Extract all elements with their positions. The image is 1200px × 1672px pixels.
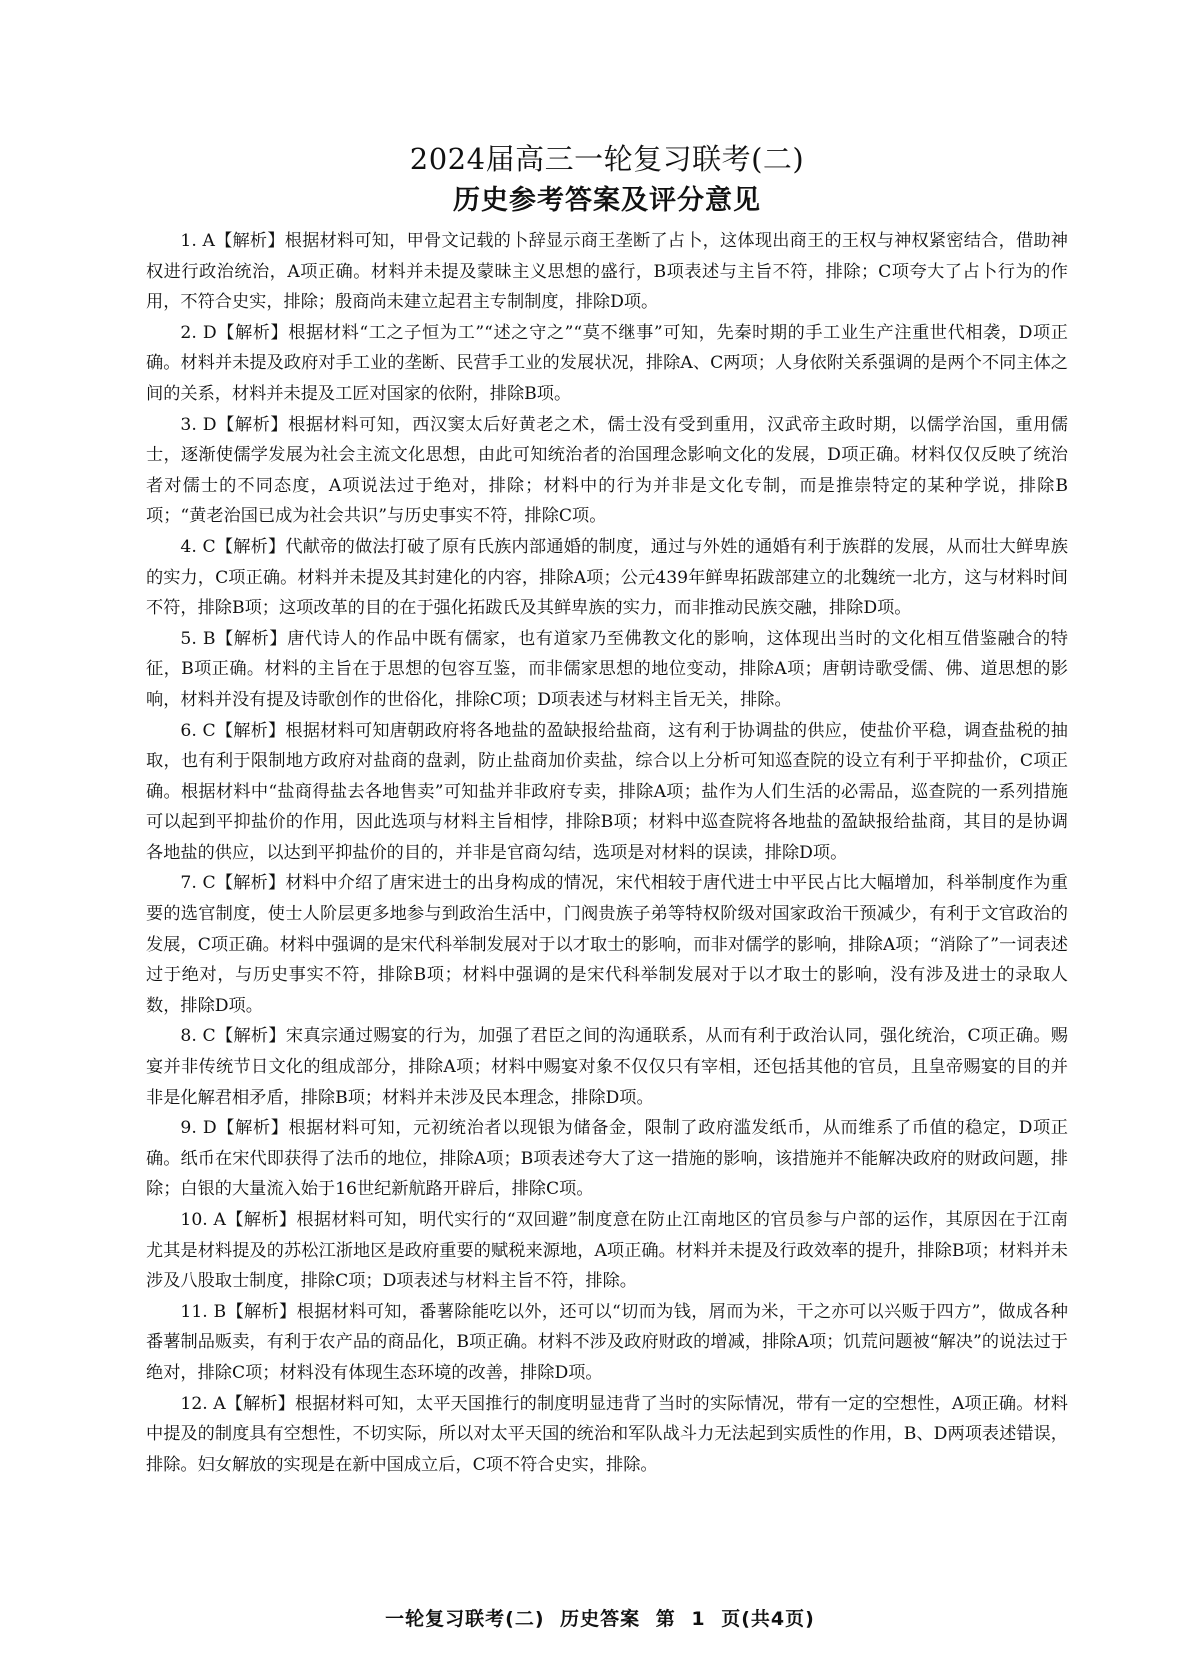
answer-5: 5. B【解析】唐代诗人的作品中既有儒家，也有道家乃至佛教文化的影响，这体现出当时的文化相互借鉴融合的特征，B项正确。材料的主旨在于思想的包容互鉴，而非儒家思想的地位变动，排除A项；唐朝诗歌受儒、佛、道思想的影响，材料并没有提及诗歌创作的世俗化，排除C项；D项表述与材料主旨无关，排除。 — [146, 628, 1068, 710]
page-footer: 一轮复习联考(二) 历史答案 第 1 页(共4页) — [385, 1608, 815, 1630]
answer-4: 4. C【解析】代献帝的做法打破了原有氏族内部通婚的制度，通过与外姓的通婚有利于族群的发展，从而壮大鲜卑族的实力，C项正确。材料并未提及其封建化的内容，排除A项；公元439年鲜卑拓跋部建立的北魏统一北方，这与材料时间不符，排除B项；这项改革的目的在于强化拓跋氏及其鲜卑族的实力，而非推动民族交融，排除D项。 — [146, 536, 1068, 619]
answer-3: 3. D【解析】根据材料可知，西汉窦太后好黄老之术，儒士没有受到重用，汉武帝主政时期，以儒学治国，重用儒士，逐渐使儒学发展为社会主流文化思想，由此可知统治者的治国理念影响文化的发展，D项正确。材料仅仅反映了统治者对儒士的不同态度，A项说法过于绝对，排除；材料中的行为并非是文化专制，而是推崇特定的某种学说，排除B项；“黄老治国已成为社会共识”与历史事实不符，排除C项。 — [146, 414, 1068, 527]
answer-11: 11. B【解析】根据材料可知，番薯除能吃以外，还可以“切而为钱，屑而为米，干之亦可以兴贩于四方”，做成各种番薯制品贩卖，有利于农产品的商品化，B项正确。材料不涉及政府财政的增减，排除A项；饥荒问题被“解决”的说法过于绝对，排除C项；材料没有体现生态环境的改善，排除D项。 — [146, 1301, 1068, 1383]
answer-list — [146, 226, 1068, 1480]
answer-2: 2. D【解析】根据材料“工之子恒为工”“述之守之”“莫不继事”可知，先秦时期的手工业生产注重世代相袭，D项正确。材料并未提及政府对手工业的垄断、民营手工业的发展状况，排除A、C两项；人身依附关系强调的是两个不同主体之间的关系，材料并未提及工匠对国家的依附，排除B项。 — [146, 322, 1068, 404]
answer-7: 7. C【解析】材料中介绍了唐宋进士的出身构成的情况，宋代相较于唐代进士中平民占比大幅增加，科举制度作为重要的选官制度，使士人阶层更多地参与到政治生活中，门阀贵族子弟等特权阶级对国家政治干预减少，有利于文官政治的发展，C项正确。材料中强调的是宋代科举制发展对于以才取士的影响，而非对儒学的影响，排除A项；“消除了”一词表述过于绝对，与历史事实不符，排除B项；材料中强调的是宋代科举制发展对于以才取士的影响，没有涉及进士的录取人数，排除D项。 — [146, 873, 1068, 1016]
answer-12: 12. A【解析】根据材料可知，太平天国推行的制度明显违背了当时的实际情况，带有一定的空想性，A项正确。材料中提及的制度具有空想性，不切实际，所以对太平天国的统治和军队战斗力无法起到实质性的作用，B、D两项表述错误，排除。妇女解放的实现是在新中国成立后，C项不符合史实，排除。 — [146, 1393, 1068, 1475]
document-subtitle: 历史参考答案及评分意见 — [453, 185, 761, 216]
answer-8: 8. C【解析】宋真宗通过赐宴的行为，加强了君臣之间的沟通联系，从而有利于政治认同，强化统治，C项正确。赐宴并非传统节日文化的组成部分，排除A项；材料中赐宴对象不仅仅只有宰相，还包括其他的官员，且皇帝赐宴的目的并非是化解君相矛盾，排除B项；材料并未涉及民本理念，排除D项。 — [146, 1026, 1068, 1108]
answer-6: 6. C【解析】根据材料可知唐朝政府将各地盐的盈缺报给盐商，这有利于协调盐的供应，使盐价平稳，调查盐税的抽取，也有利于限制地方政府对盐商的盘剥，防止盐商加价卖盐，综合以上分析可知巡查院的设立有利于平抑盐价，C项正确。根据材料中“盐商得盐去各地售卖”可知盐并非政府专卖，排除A项；盐作为人们生活的必需品，巡查院的一系列措施可以起到平抑盐价的作用，因此选项与材料主旨相悖，排除B项；材料中巡查院将各地盐的盈缺报给盐商，其目的是协调各地盐的供应，以达到平抑盐价的目的，并非是官商勾结，选项是对材料的误读，排除D项。 — [146, 720, 1068, 863]
answer-9: 9. D【解析】根据材料可知，元初统治者以现银为储备金，限制了政府滥发纸币，从而维系了币值的稳定，D项正确。纸币在宋代即获得了法币的地位，排除A项；B项表述夸大了这一措施的影响，该措施并不能解决政府的财政问题，排除；白银的大量流入始于16世纪新航路开辟后，排除C项。 — [146, 1118, 1068, 1200]
answer-1: 1. A【解析】根据材料可知，甲骨文记载的卜辞显示商王垄断了占卜，这体现出商王的王权与神权紧密结合，借助神权进行政治统治，A项正确。材料并未提及蒙昧主义思想的盛行，B项表述与主旨不符，排除；C项夸大了占卜行为的作用，不符合史实，排除；殷商尚未建立起君主专制制度，排除D项。 — [146, 231, 1068, 313]
document-title: 2024届高三一轮复习联考(二) — [409, 142, 805, 176]
answer-10: 10. A【解析】根据材料可知，明代实行的“双回避”制度意在防止江南地区的官员参与户部的运作，其原因在于江南尤其是材料提及的苏松江浙地区是政府重要的赋税来源地，A项正确。材料并未提及行政效率的提升，排除B项；材料并未涉及八股取士制度，排除C项；D项表述与材料主旨不符，排除。 — [146, 1210, 1068, 1292]
